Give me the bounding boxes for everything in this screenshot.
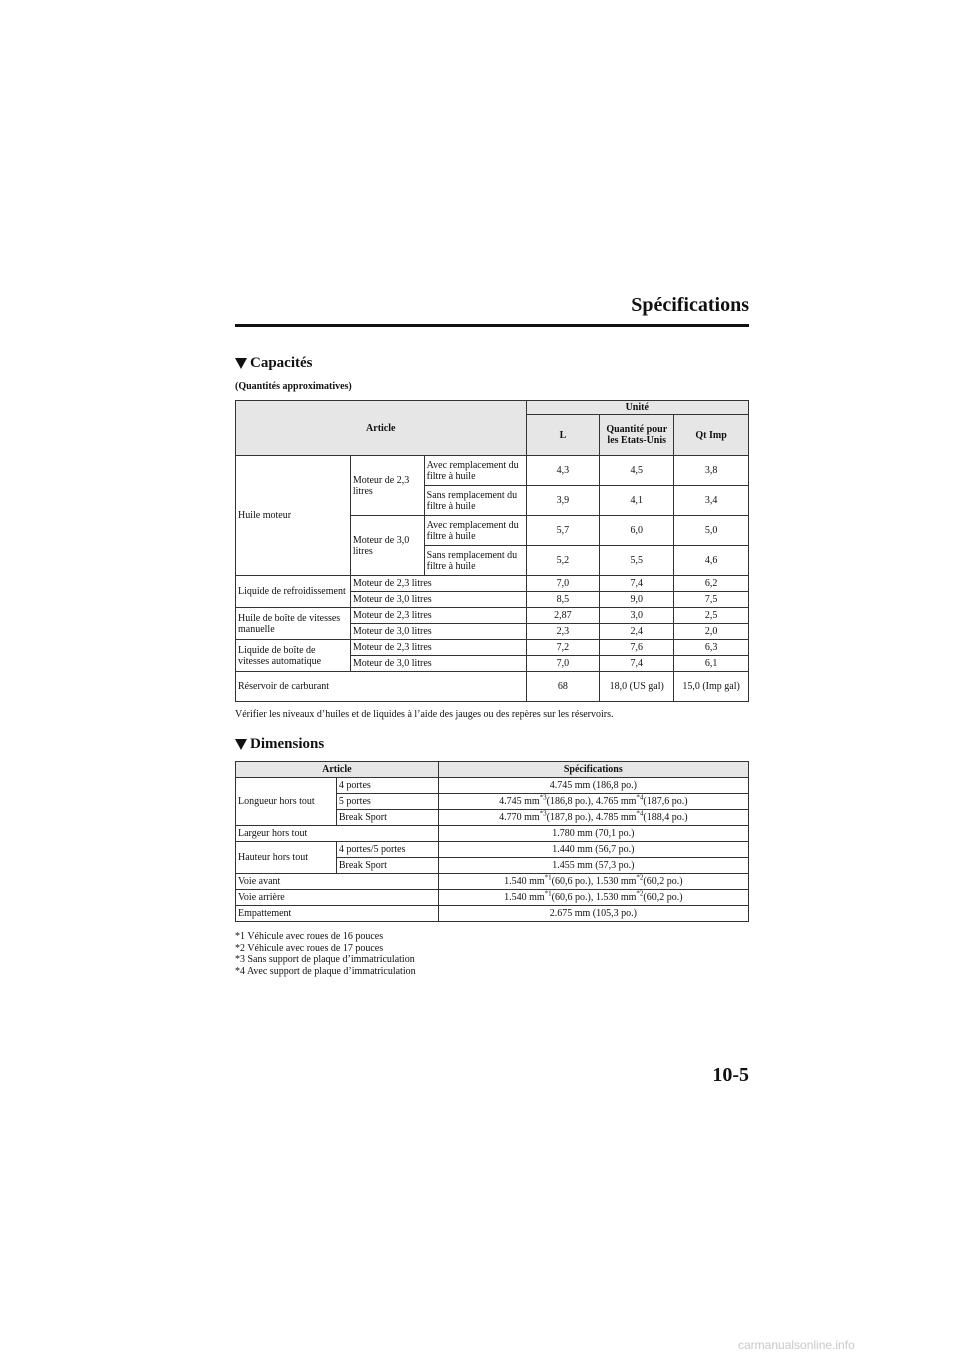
height-v2-label: Break Sport <box>336 858 438 874</box>
triangle-down-icon <box>235 739 247 750</box>
width-value: 1.780 mm (70,1 po.) <box>438 826 748 842</box>
cell: 2,5 <box>674 608 749 624</box>
cell: 4,3 <box>526 456 600 486</box>
triangle-down-icon <box>235 358 247 369</box>
height-label: Hauteur hors tout <box>236 842 337 874</box>
manual-e1: Moteur de 2,3 litres <box>350 608 526 624</box>
capacities-subtitle: (Quantités approximatives) <box>235 381 352 392</box>
oil-eng2: Moteur de 3,0 litres <box>350 516 424 576</box>
dimensions-table <box>235 761 749 922</box>
cell: 18,0 (US gal) <box>600 672 674 702</box>
height-v1-value: 1.440 mm (56,7 po.) <box>438 842 748 858</box>
capacities-title: Capacités <box>250 355 313 371</box>
length-v1-label: 4 portes <box>336 778 438 794</box>
page-number: 10-5 <box>712 1064 749 1086</box>
oil-with-2: Avec remplacement du filtre à huile <box>424 516 526 546</box>
cell: 5,2 <box>526 546 600 576</box>
cell: 68 <box>526 672 600 702</box>
auto-e2: Moteur de 3,0 litres <box>350 656 526 672</box>
cell: 4,5 <box>600 456 674 486</box>
oil-eng1: Moteur de 2,3 litres <box>350 456 424 516</box>
col-article: Article <box>236 401 527 456</box>
manual-e2: Moteur de 3,0 litres <box>350 624 526 640</box>
cell: 7,0 <box>526 656 600 672</box>
col-article: Article <box>236 762 439 778</box>
cell: 7,2 <box>526 640 600 656</box>
cell: 2,0 <box>674 624 749 640</box>
dimensions-title: Dimensions <box>250 736 325 752</box>
oil-without-2: Sans remplacement du filtre à huile <box>424 546 526 576</box>
front-track-value: 1.540 $mm^{*1}(60,6$ po.), 1.530 $mm^{*2}(60,2$ po.) <box>438 874 748 890</box>
length-v1-value: 4.745 mm (186,8 po.) <box>438 778 748 794</box>
coolant-e2: Moteur de 3,0 litres <box>350 592 526 608</box>
auto-e1: Moteur de 2,3 litres <box>350 640 526 656</box>
cell: 7,4 <box>600 656 674 672</box>
length-v3-value: 4.770 $mm^{*3}(187,8$ po.), 4.785 $mm^{*4}(188,4$ po.) <box>438 810 748 826</box>
rear-track-value: 1.540 $mm^{*1}(60,6$ po.), 1.530 $mm^{*2}(60,2$ po.) <box>438 890 748 906</box>
dimensions-heading <box>235 736 324 753</box>
cell: 5,5 <box>600 546 674 576</box>
cell: 5,7 <box>526 516 600 546</box>
manual-label: Huile de boîte de vitesses manuelle <box>236 608 351 640</box>
col-us: Quantité pour les Etats-Unis <box>600 415 674 456</box>
length-v3-label: Break Sport <box>336 810 438 826</box>
length-label: Longueur hors tout <box>236 778 337 826</box>
oil-with-1: Avec remplacement du filtre à huile <box>424 456 526 486</box>
header-rule <box>235 324 749 327</box>
cell: 7,5 <box>674 592 749 608</box>
width-label: Largeur hors tout <box>236 826 439 842</box>
coolant-e1: Moteur de 2,3 litres <box>350 576 526 592</box>
cell: 3,8 <box>674 456 749 486</box>
col-imp: Qt Imp <box>674 415 749 456</box>
wheelbase-value: 2.675 mm (105,3 po.) <box>438 906 748 922</box>
cell: 4,1 <box>600 486 674 516</box>
coolant-label: Liquide de refroidissement <box>236 576 351 608</box>
footnote: *2 Véhicule avec roues de 17 pouces <box>235 942 384 954</box>
footnote: *4 Avec support de plaque d’immatriculation <box>235 965 416 977</box>
cell: 4,6 <box>674 546 749 576</box>
capacities-note: Vérifier les niveaux d’huiles et de liquides à l’aide des jauges ou des repères sur les réservoirs. <box>235 709 614 720</box>
cell: 15,0 (Imp gal) <box>674 672 749 702</box>
footnote: *3 Sans support de plaque d’immatriculation <box>235 954 415 965</box>
footnote: *1 Véhicule avec roues de 16 pouces <box>235 931 384 942</box>
fuel-label: Réservoir de carburant <box>236 672 527 702</box>
cell: 6,1 <box>674 656 749 672</box>
auto-label: Liquide de boîte de vitesses automatique <box>236 640 351 672</box>
col-unit: Unité <box>526 401 749 415</box>
cell: 3,4 <box>674 486 749 516</box>
rear-track-label: Voie arrière <box>236 890 439 906</box>
cell: 3,9 <box>526 486 600 516</box>
front-track-label: Voie avant <box>236 874 439 890</box>
cell: 2,87 <box>526 608 600 624</box>
length-v2-value: 4.745 $mm^{*3}(186,8$ po.), 4.765 $mm^{*4}(187,6$ po.) <box>438 794 748 810</box>
col-spec: Spécifications <box>438 762 748 778</box>
page-header-title: Spécifications <box>631 294 749 316</box>
cell: 6,0 <box>600 516 674 546</box>
cell: 8,5 <box>526 592 600 608</box>
cell: 5,0 <box>674 516 749 546</box>
capacities-table <box>235 400 749 702</box>
cell: 3,0 <box>600 608 674 624</box>
height-v2-value: 1.455 mm (57,3 po.) <box>438 858 748 874</box>
cell: 9,0 <box>600 592 674 608</box>
cell: 2,3 <box>526 624 600 640</box>
cell: 7,6 <box>600 640 674 656</box>
cell: 6,2 <box>674 576 749 592</box>
col-l: L <box>526 415 600 456</box>
cell: 2,4 <box>600 624 674 640</box>
wheelbase-label: Empattement <box>236 906 439 922</box>
cell: 6,3 <box>674 640 749 656</box>
oil-without-1: Sans remplacement du filtre à huile <box>424 486 526 516</box>
oil-label: Huile moteur <box>236 456 351 576</box>
capacities-heading <box>235 355 313 372</box>
cell: 7,4 <box>600 576 674 592</box>
height-v1-label: 4 portes/5 portes <box>336 842 438 858</box>
length-v2-label: 5 portes <box>336 794 438 810</box>
watermark: carmanualsonline.info <box>738 1338 855 1352</box>
cell: 7,0 <box>526 576 600 592</box>
footnotes <box>235 931 416 977</box>
